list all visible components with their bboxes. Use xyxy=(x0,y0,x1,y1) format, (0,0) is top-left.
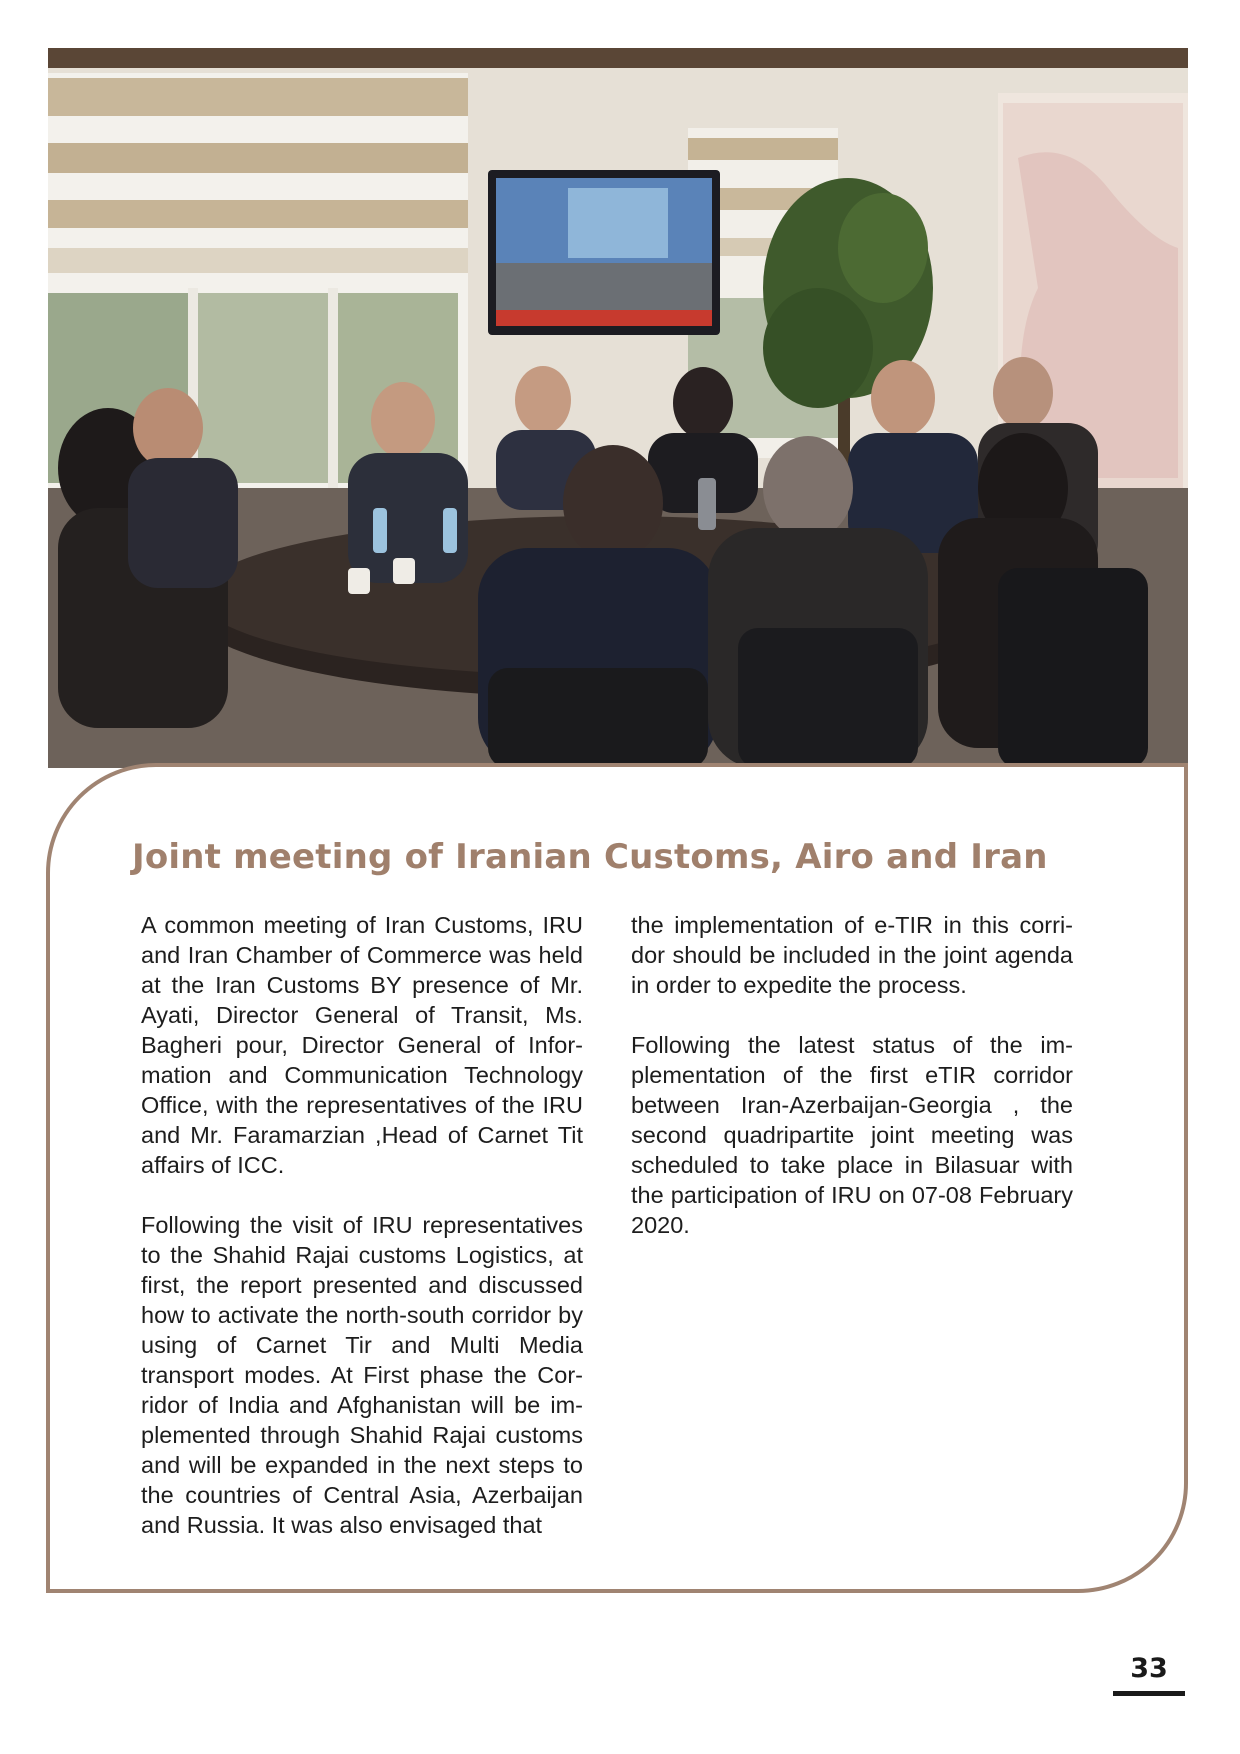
right-paragraph-1: the implementation of e-TIR in this corridor should be included in the joint agenda in order to expedite the process. xyxy=(631,912,1073,998)
page-number: 33 xyxy=(1130,1653,1168,1684)
meeting-photo xyxy=(48,48,1188,768)
right-paragraph-2: Following the latest status of the implementation of the first eTIR corridor between Iran-Azerbaijan-Georgia , the second quadripartite joint meeting was scheduled to take place in Bilasuar with the participation of IRU on 07-08 February 2020. xyxy=(631,1032,1073,1238)
right-column xyxy=(631,910,1073,1270)
left-paragraph-2: Following the visit of IRU representatives to the Shahid Rajai customs Logistics, at first, the report presented and discussed how to activate the north-south corridor by using of Carnet Tir and Multi Media transport modes. At First phase the Corridor of India and Afghanistan will be implemented through Shahid Rajai customs and will be expanded in the next steps to the countries of Central Asia, Azerbaijan and Russia. It was also envisaged that xyxy=(141,1212,583,1538)
left-paragraph-1: A common meeting of Iran Customs, IRU and Iran Chamber of Commerce was held at the Iran Customs BY presence of Mr. Ayati, Director General of Transit, Ms. Bagheri pour, Director General of Information and Communication Technology Office, with the representatives of the IRU and Mr. Faramarzian ,Head of Carnet Tit affairs of ICC. xyxy=(141,912,583,1178)
page-number-underline xyxy=(1113,1691,1185,1696)
article-title: Joint meeting of Iranian Customs, Airo and Iran xyxy=(132,837,1048,877)
left-column xyxy=(141,910,583,1570)
